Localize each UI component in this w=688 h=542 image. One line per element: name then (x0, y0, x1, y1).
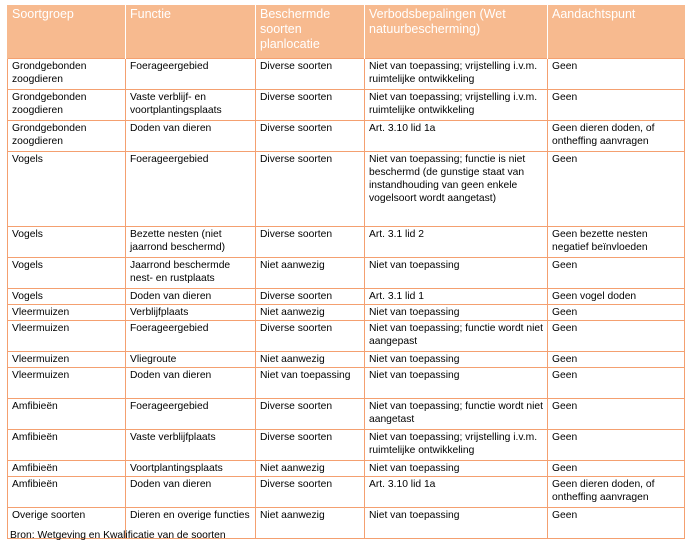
table-row (8, 59, 685, 90)
cell-aandachtspunt: Geen (548, 321, 685, 352)
cell-aandachtspunt: Geen (548, 152, 685, 227)
header-functie: Functie (126, 5, 256, 59)
cell-verbodsbepalingen: Niet van toepassing (365, 508, 548, 539)
cell-beschermde-soorten: Niet van toepassing (256, 368, 365, 399)
cell-verbodsbepalingen: Niet van toepassing; vrijstelling i.v.m. ruimtelijke ontwikkeling (365, 430, 548, 461)
cell-aandachtspunt: Geen vogel doden (548, 289, 685, 305)
table-row (8, 258, 685, 289)
cell-aandachtspunt: Geen (548, 90, 685, 121)
cell-beschermde-soorten: Niet aanwezig (256, 258, 365, 289)
cell-functie: Vliegroute (126, 352, 256, 368)
cell-soortgroep: Grondgebonden zoogdieren (8, 59, 126, 90)
cell-soortgroep: Vleermuizen (8, 368, 126, 399)
cell-verbodsbepalingen: Niet van toepassing (365, 305, 548, 321)
header-row (8, 5, 685, 59)
cell-beschermde-soorten: Niet aanwezig (256, 461, 365, 477)
cell-functie: Doden van dieren (126, 121, 256, 152)
cell-beschermde-soorten: Niet aanwezig (256, 305, 365, 321)
cell-functie: Voortplantingsplaats (126, 461, 256, 477)
cell-functie: Bezette nesten (niet jaarrond beschermd) (126, 227, 256, 258)
header-verbodsbepalingen: Verbodsbepalingen (Wet natuurbescherming) (365, 5, 548, 59)
table-row (8, 461, 685, 477)
cell-verbodsbepalingen: Niet van toepassing; functie wordt niet aangepast (365, 321, 548, 352)
table-row (8, 430, 685, 461)
cell-soortgroep: Amfibieën (8, 399, 126, 430)
cell-aandachtspunt: Geen (548, 430, 685, 461)
cell-soortgroep: Vleermuizen (8, 352, 126, 368)
table-row (8, 227, 685, 258)
cell-soortgroep: Vogels (8, 152, 126, 227)
cell-beschermde-soorten: Diverse soorten (256, 399, 365, 430)
cell-verbodsbepalingen: Niet van toepassing (365, 461, 548, 477)
cell-beschermde-soorten: Diverse soorten (256, 121, 365, 152)
cell-beschermde-soorten: Diverse soorten (256, 321, 365, 352)
cell-beschermde-soorten: Diverse soorten (256, 289, 365, 305)
cell-beschermde-soorten: Niet aanwezig (256, 352, 365, 368)
table-row (8, 289, 685, 305)
cell-functie: Jaarrond beschermde nest- en rustplaats (126, 258, 256, 289)
species-protection-table (7, 5, 685, 539)
cell-beschermde-soorten: Niet aanwezig (256, 508, 365, 539)
cell-functie: Vaste verblijfplaats (126, 430, 256, 461)
cell-functie: Verblijfplaats (126, 305, 256, 321)
cell-beschermde-soorten: Diverse soorten (256, 477, 365, 508)
cell-soortgroep: Amfibieën (8, 477, 126, 508)
cell-aandachtspunt: Geen dieren doden, of ontheffing aanvragen (548, 477, 685, 508)
cell-functie: Foerageergebied (126, 321, 256, 352)
cell-aandachtspunt: Geen bezette nesten negatief beïnvloeden (548, 227, 685, 258)
cell-aandachtspunt: Geen (548, 352, 685, 368)
cell-verbodsbepalingen: Niet van toepassing (365, 258, 548, 289)
cell-verbodsbepalingen: Art. 3.10 lid 1a (365, 477, 548, 508)
cell-functie: Doden van dieren (126, 289, 256, 305)
cell-soortgroep: Vleermuizen (8, 305, 126, 321)
cell-aandachtspunt: Geen (548, 59, 685, 90)
cell-beschermde-soorten: Diverse soorten (256, 152, 365, 227)
cell-aandachtspunt: Geen (548, 305, 685, 321)
cell-functie: Doden van dieren (126, 477, 256, 508)
table-row (8, 352, 685, 368)
cell-verbodsbepalingen: Niet van toepassing; functie is niet beschermd (de gunstige staat van instandhouding van geen enkele vogelsoort wordt aangetast) (365, 152, 548, 227)
header-beschermde-soorten: Beschermde soorten planlocatie (256, 5, 365, 59)
cell-aandachtspunt: Geen dieren doden, of ontheffing aanvragen (548, 121, 685, 152)
table-row (8, 399, 685, 430)
cell-soortgroep: Vogels (8, 227, 126, 258)
cell-aandachtspunt: Geen (548, 368, 685, 399)
cell-verbodsbepalingen: Art. 3.10 lid 1a (365, 121, 548, 152)
cell-aandachtspunt: Geen (548, 461, 685, 477)
cell-verbodsbepalingen: Art. 3.1 lid 2 (365, 227, 548, 258)
header-aandachtspunt: Aandachtspunt (548, 5, 685, 59)
table-source-caption: Bron: Wetgeving en Kwalificatie van de soorten (10, 530, 226, 541)
table-row (8, 477, 685, 508)
cell-soortgroep: Vogels (8, 289, 126, 305)
cell-functie: Foerageergebied (126, 399, 256, 430)
cell-aandachtspunt: Geen (548, 399, 685, 430)
cell-verbodsbepalingen: Niet van toepassing; vrijstelling i.v.m. ruimtelijke ontwikkeling (365, 90, 548, 121)
cell-verbodsbepalingen: Art. 3.1 lid 1 (365, 289, 548, 305)
cell-soortgroep: Vleermuizen (8, 321, 126, 352)
cell-aandachtspunt: Geen (548, 508, 685, 539)
cell-soortgroep: Amfibieën (8, 430, 126, 461)
cell-soortgroep: Grondgebonden zoogdieren (8, 121, 126, 152)
cell-soortgroep: Amfibieën (8, 461, 126, 477)
header-soortgroep: Soortgroep (8, 5, 126, 59)
table-row (8, 121, 685, 152)
cell-verbodsbepalingen: Niet van toepassing (365, 352, 548, 368)
table-row (8, 305, 685, 321)
cell-functie: Foerageergebied (126, 59, 256, 90)
cell-verbodsbepalingen: Niet van toepassing; vrijstelling i.v.m. ruimtelijke ontwikkeling (365, 59, 548, 90)
cell-beschermde-soorten: Diverse soorten (256, 90, 365, 121)
cell-soortgroep: Grondgebonden zoogdieren (8, 90, 126, 121)
cell-verbodsbepalingen: Niet van toepassing; functie wordt niet aangetast (365, 399, 548, 430)
table-row (8, 368, 685, 399)
cell-verbodsbepalingen: Niet van toepassing (365, 368, 548, 399)
cell-beschermde-soorten: Diverse soorten (256, 227, 365, 258)
cell-functie: Doden van dieren (126, 368, 256, 399)
cell-functie: Vaste verblijf- en voortplantingsplaats (126, 90, 256, 121)
cell-soortgroep: Vogels (8, 258, 126, 289)
cell-beschermde-soorten: Diverse soorten (256, 59, 365, 90)
cell-functie: Dieren en overige functies (126, 508, 256, 539)
table-row (8, 152, 685, 227)
cell-beschermde-soorten: Diverse soorten (256, 430, 365, 461)
cell-soortgroep: Overige soorten (8, 508, 126, 539)
cell-functie: Foerageergebied (126, 152, 256, 227)
table-row (8, 90, 685, 121)
table-row (8, 321, 685, 352)
cell-aandachtspunt: Geen (548, 258, 685, 289)
